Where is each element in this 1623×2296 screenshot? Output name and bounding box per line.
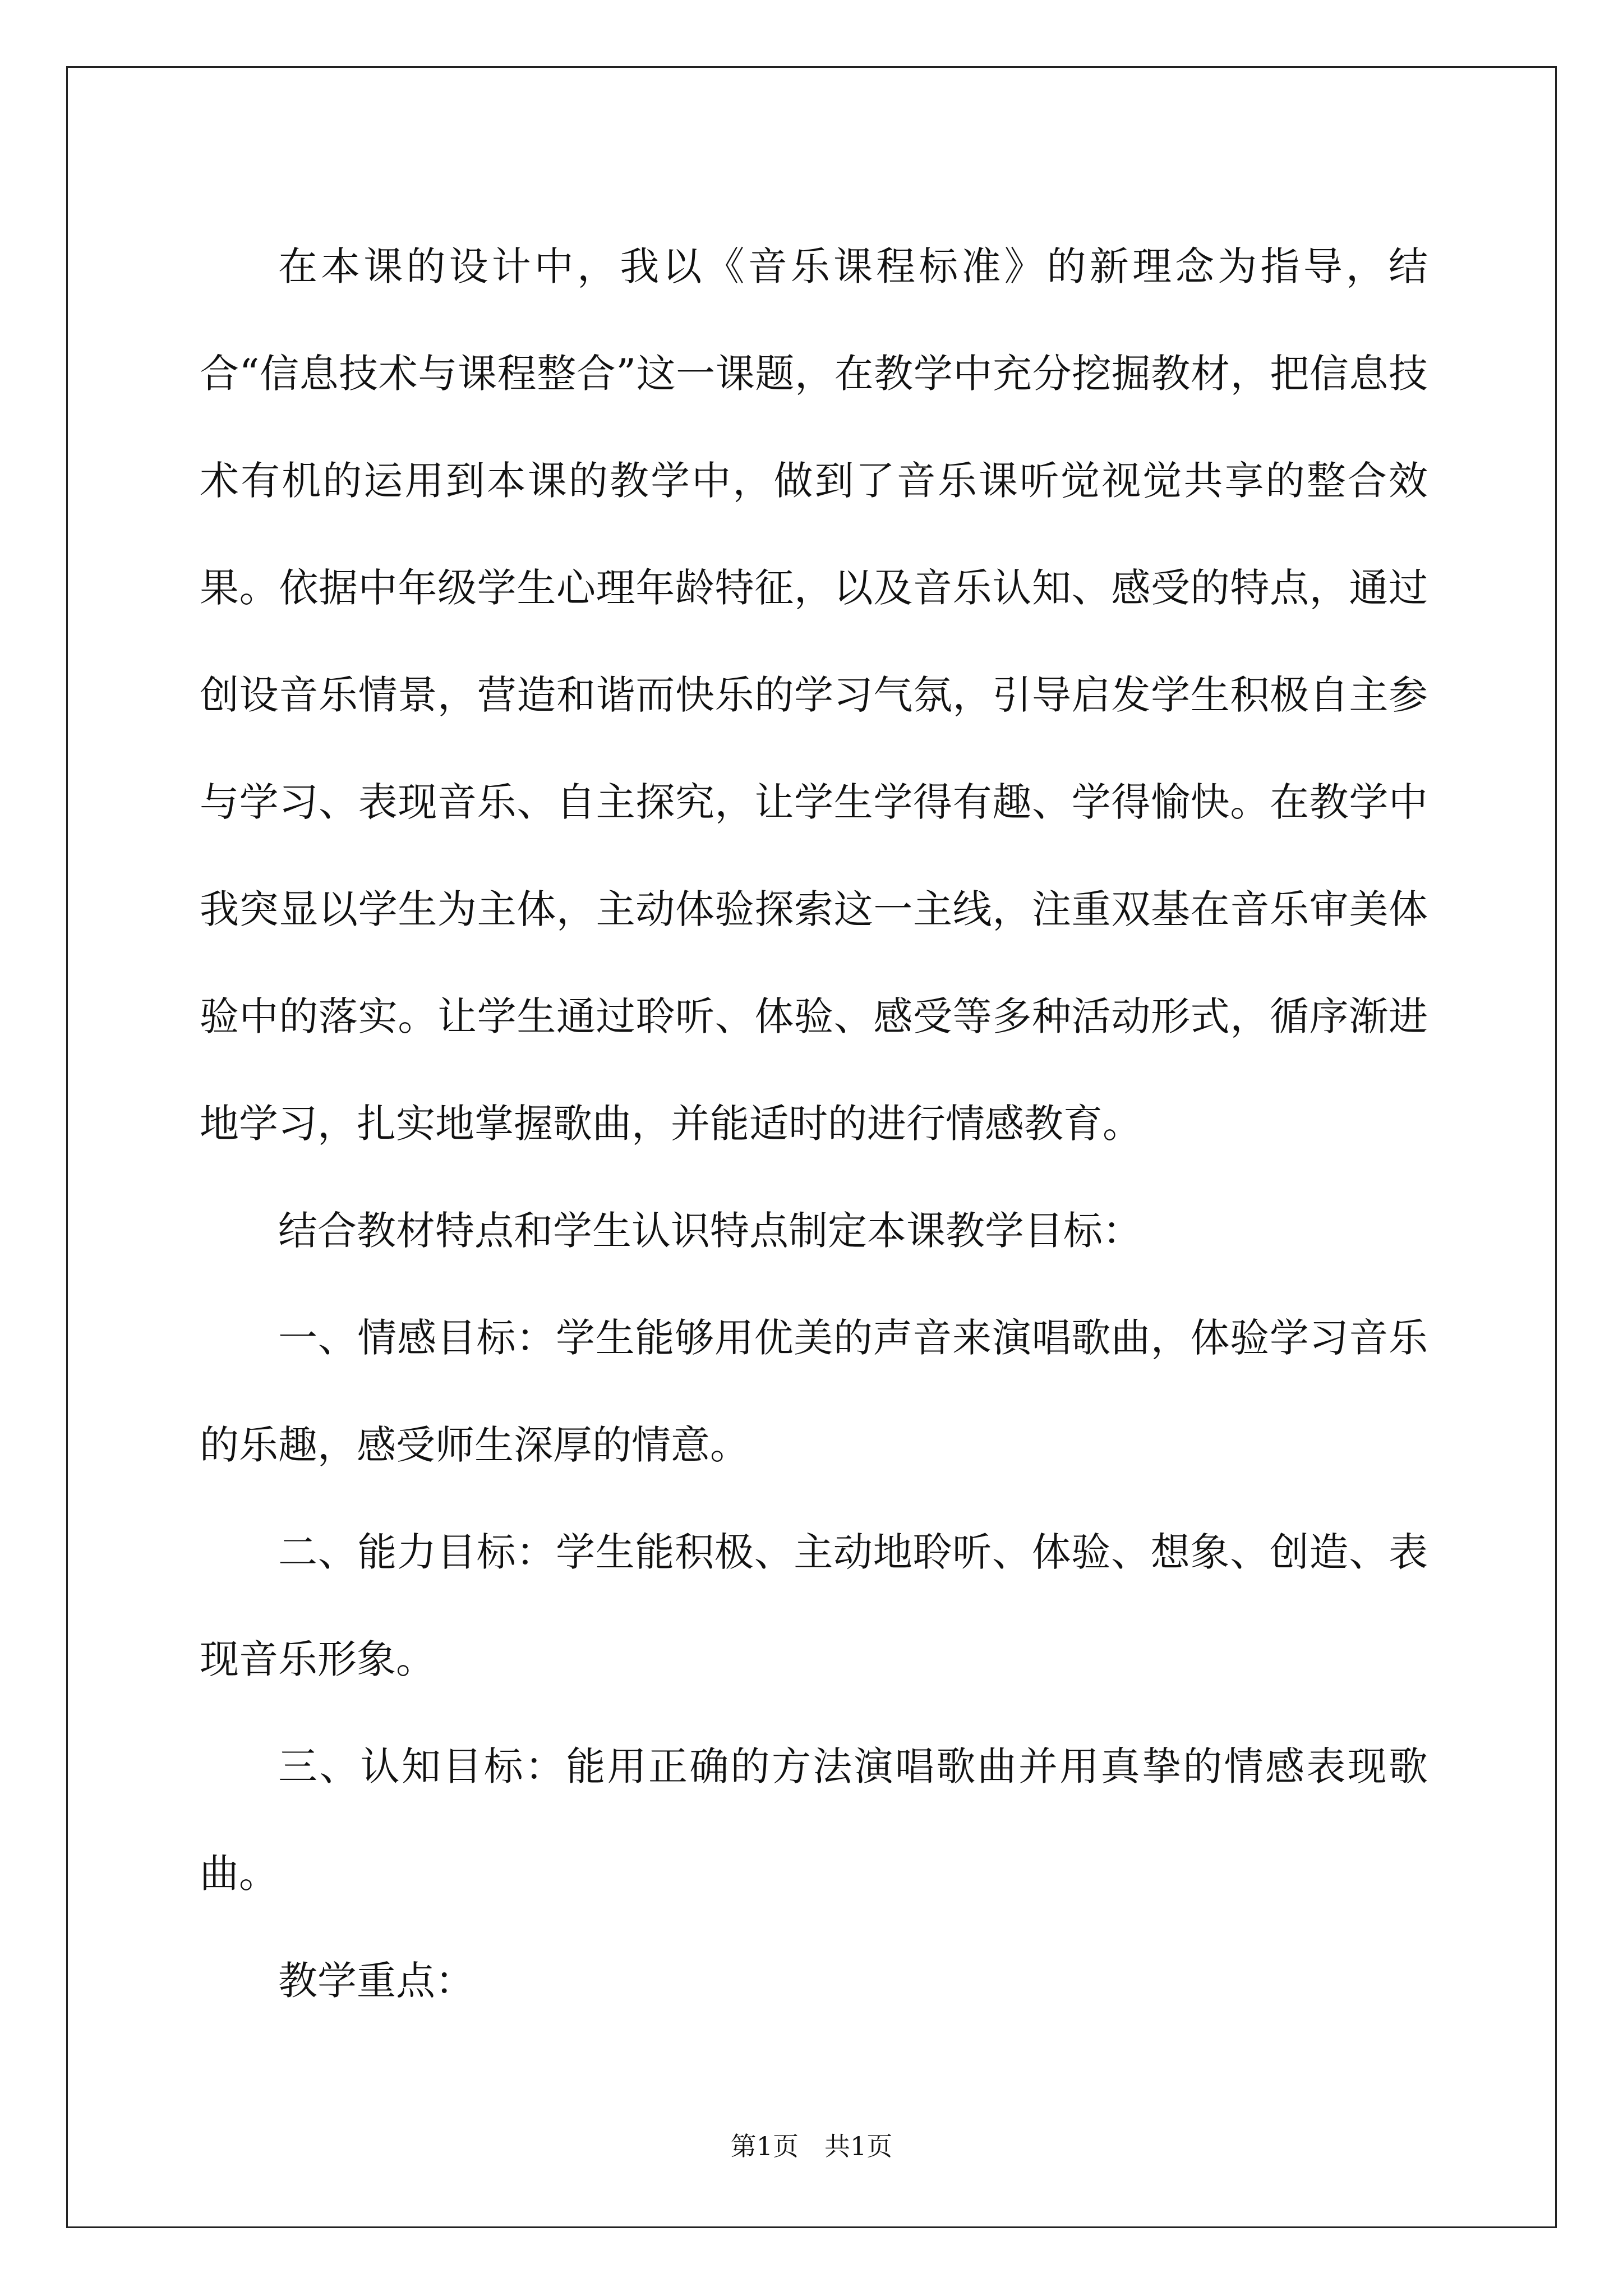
paragraph-goals-intro: 结合教材特点和学生认识特点制定本课教学目标： [278,1208,1142,1254]
page-number: 第1页 [730,2131,799,2161]
document-body [200,213,1428,2035]
paragraph-ability-goal: 二、能力目标：学生能积极、主动地聆听、体验、想象、创造、表现音乐形象。 [200,1529,1428,1682]
paragraph-key-points: 教学重点： [278,1958,474,2004]
paragraph-emotion-goal: 一、情感目标：学生能够用优美的声音来演唱歌曲，体验学习音乐的乐趣，感受师生深厚的情意。 [200,1315,1428,1468]
paragraph-intro: 在本课的设计中，我以《音乐课程标准》的新理念为指导，结合“信息技术与课程整合”这一课题，在教学中充分挖掘教材，把信息技术有机的运用到本课的教学中，做到了音乐课听觉视觉共享的整合效果。依据中年级学生心理年龄特征，以及音乐认知、感受的特点，通过创设音乐情景，营造和谐而快乐的学习气氛，引导启发学生积极自主参与学习、表现音乐、自主探究，让学生学得有趣、学得愉快。在教学中我突显以学生为主体，主动体验探索这一主线，注重双基在音乐审美体验中的落实。让学生通过聆听、体验、感受等多种活动形式，循序渐进地学习，扎实地掌握歌曲，并能适时的进行情感教育。 [200,243,1428,1147]
page-footer [0,2126,1623,2163]
paragraph-cognitive-goal: 三、认知目标：能用正确的方法演唱歌曲并用真挚的情感表现歌曲。 [200,1743,1428,1897]
page-total: 共1页 [824,2131,893,2161]
